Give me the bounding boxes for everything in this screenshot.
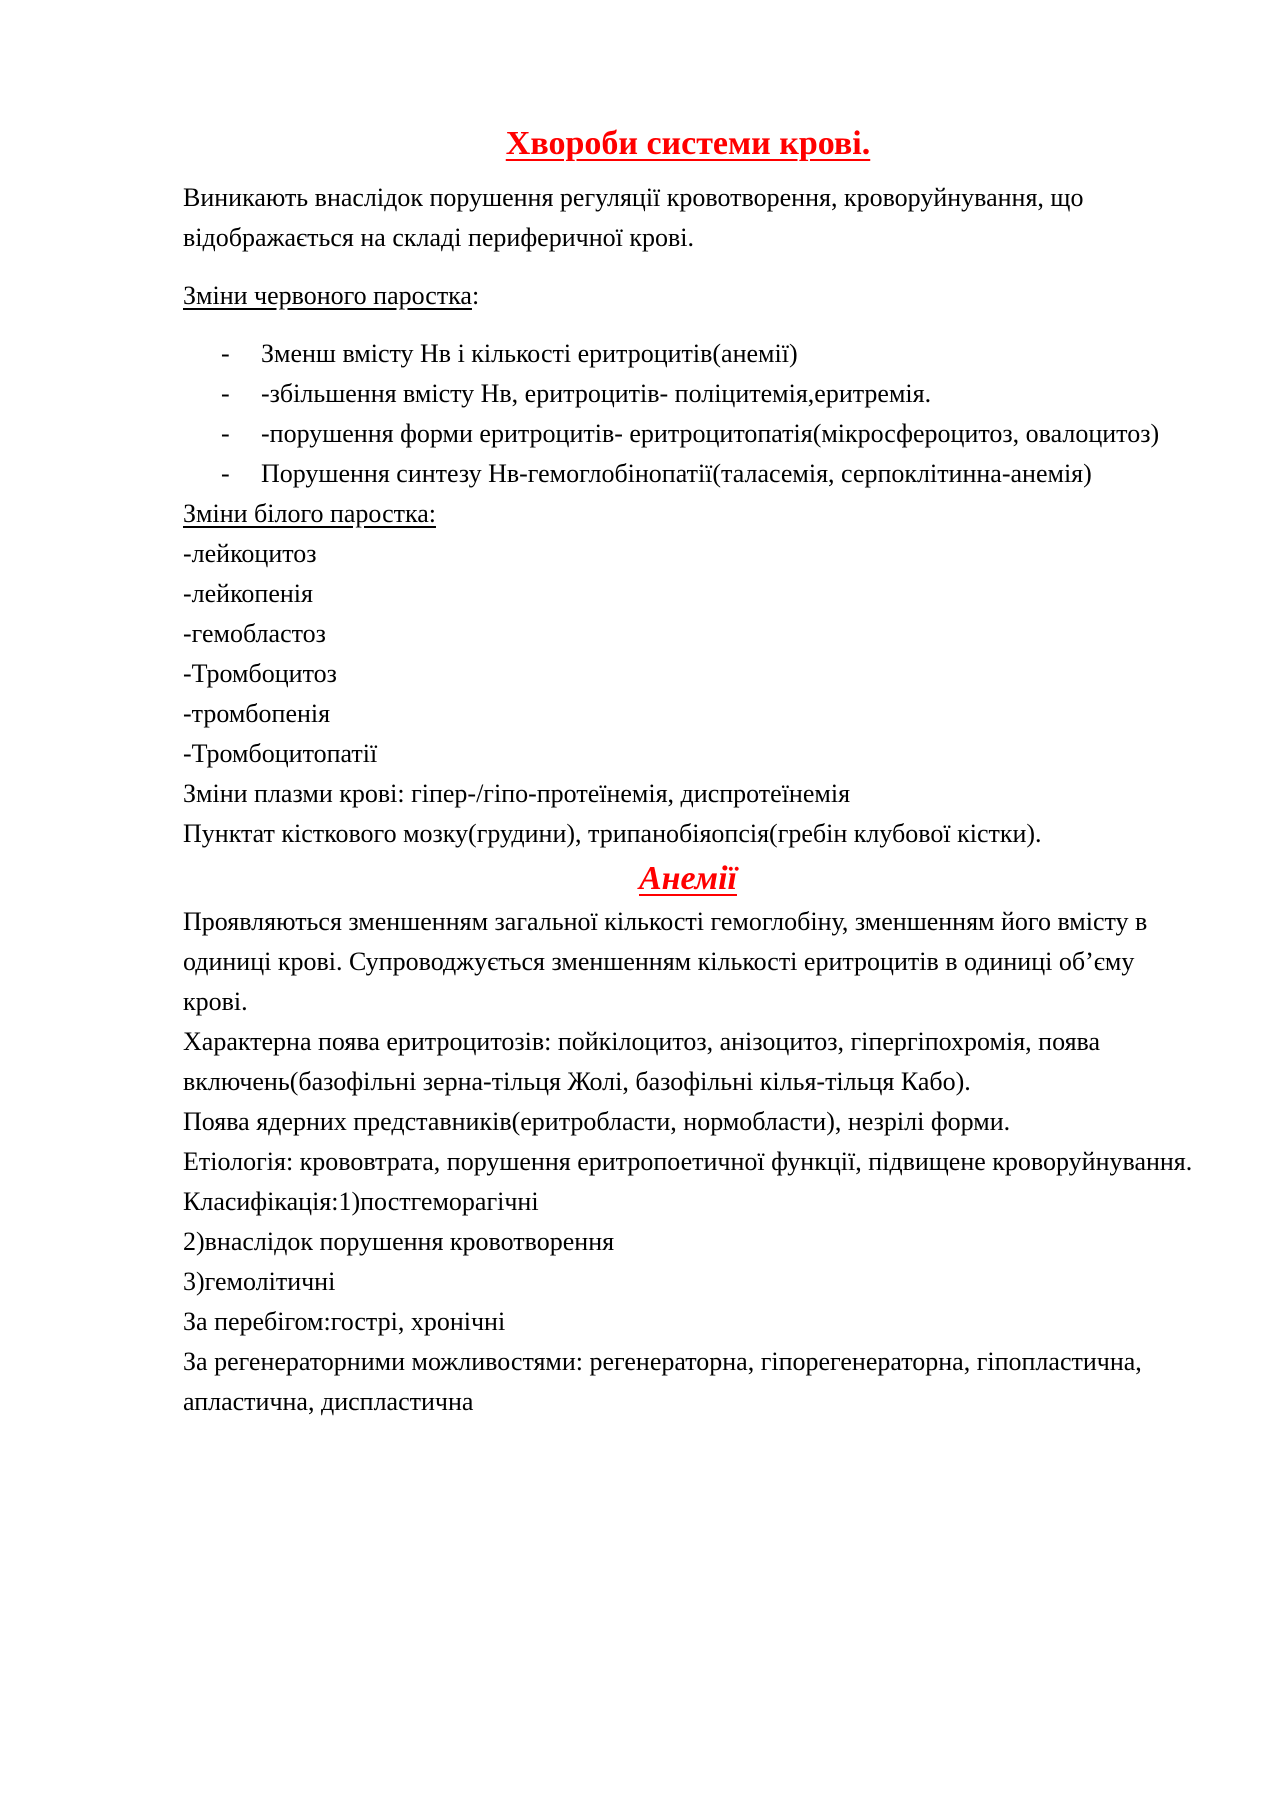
dash-bullet: -	[221, 339, 230, 368]
list-item	[183, 334, 1193, 374]
red-sprout-heading-text: Зміни червоного паростка	[183, 281, 472, 310]
anemia-heading: Анемії	[639, 860, 737, 897]
anemia-paragraph: За регенераторними можливостями: регенераторна, гіпорегенераторна, гіпопластична, апластична, диспластична	[183, 1347, 1142, 1416]
anemia-paragraph: 2)внаслідок порушення кровотворення	[183, 1227, 615, 1256]
anemia-paragraph: Етіологія: крововтрата, порушення еритропоетичної функції, підвищене кроворуйнування.	[183, 1147, 1193, 1176]
dash-bullet: -	[221, 459, 230, 488]
list-item	[183, 414, 1193, 454]
dash-bullet: -	[221, 379, 230, 408]
anemia-paragraph: 3)гемолітичні	[183, 1267, 336, 1296]
white-sprout-heading-text: Зміни білого паростка:	[183, 499, 436, 528]
anemia-paragraph: Поява ядерних представників(еритробласти, нормобласти), незрілі форми.	[183, 1107, 1011, 1136]
white-sprout-item: -лейкоцитоз	[183, 539, 317, 568]
white-sprout-item: -лейкопенія	[183, 579, 313, 608]
white-sprout-item: -Тромбоцитоз	[183, 659, 337, 688]
red-sprout-heading	[183, 276, 1193, 316]
red-sprout-heading-colon: :	[471, 281, 480, 310]
list-item	[183, 454, 1193, 494]
anemia-paragraph: Характерна поява еритроцитозів: пойкілоцитоз, анізоцитоз, гіпергіпохромія, поява включень(базофільні зерна-тільця Жолі, базофільні кілья-тільця Кабо).	[183, 1027, 1101, 1096]
list-item	[183, 374, 1193, 414]
plasma-line: Зміни плазми крові: гіпер-/гіпо-протеїнемія, диспротеїнемія	[183, 779, 851, 808]
dash-bullet: -	[221, 419, 230, 448]
white-sprout-item: -гемобластоз	[183, 619, 326, 648]
list-item-text: Порушення синтезу Нв-гемоглобінопатії(таласемія, серпоклітинна-анемія)	[261, 459, 1092, 488]
white-sprout-heading	[183, 494, 1193, 534]
document-page	[183, 120, 1193, 1422]
page-title: Хвороби системи крові.	[505, 125, 871, 162]
intro-paragraph: Виникають внаслідок порушення регуляції кровотворення, кроворуйнування, що відображається на складі периферичної крові.	[183, 183, 1084, 252]
red-sprout-list	[183, 334, 1193, 494]
list-item-text: -збільшення вмісту Нв, еритроцитів- поліцитемія,еритремія.	[261, 379, 932, 408]
anemia-paragraph: Проявляються зменшенням загальної кількості гемоглобіну, зменшенням його вмісту в одиниці крові. Супроводжується зменшенням кількості еритроцитів в одиниці об’єму крові.	[183, 907, 1148, 1016]
list-item-text: Зменш вмісту Нв і кількості еритроцитів(анемії)	[261, 339, 798, 368]
anemia-paragraph: Класифікація:1)постгеморагічні	[183, 1187, 539, 1216]
anemia-paragraph: За перебігом:гострі, хронічні	[183, 1307, 506, 1336]
white-sprout-item: -Тромбоцитопатії	[183, 739, 378, 768]
puncture-line: Пунктат кісткового мозку(грудини), трипанобіяопсія(гребін клубової кістки).	[183, 819, 1042, 848]
list-item-text: -порушення форми еритроцитів- еритроцитопатія(мікросфероцитоз, овалоцитоз)	[261, 419, 1160, 448]
white-sprout-item: -тромбопенія	[183, 699, 331, 728]
